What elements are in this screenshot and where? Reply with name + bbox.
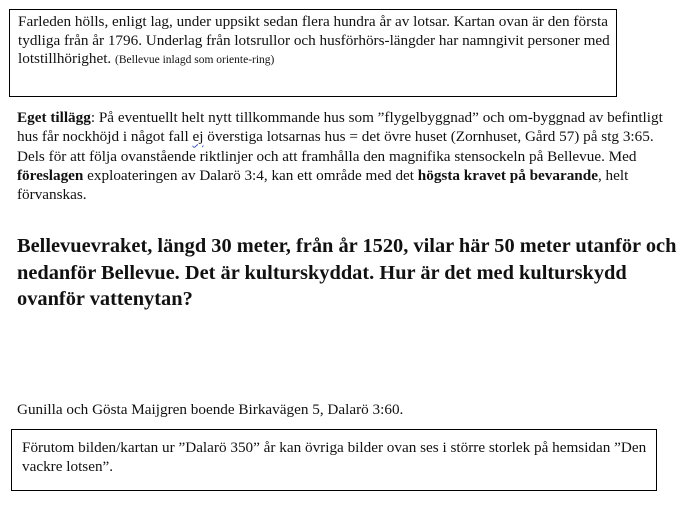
- own-addition-paragraph: [17, 108, 677, 204]
- own-addition-label: Eget tillägg: [17, 109, 91, 126]
- spellcheck-word: ej: [192, 128, 204, 146]
- map-caption-box: [9, 9, 617, 97]
- own-addition-colon: :: [90, 109, 96, 126]
- website-note-box: [11, 429, 657, 491]
- website-note-text: Förutom bilden/kartan ur ”Dalarö 350” år kan övriga bilder ovan ses i större storlek på hemsidan ”Den vackre lotsen”.: [22, 439, 647, 475]
- own-addition-text-2: överstiga lotsarnas hus = det övre huset (Zornhuset, Gård 57) på stg 3:65. Dels för att följa ovanstående riktlinjer och att framhålla den magnifika stensockeln på Bellevue. Med: [17, 128, 654, 165]
- wreck-heading: Bellevuevraket, längd 30 meter, från år 1520, vilar här 50 meter utanför och nedanför Bellevue. Det är kulturskyddat. Hur är det med kulturskydd ovanför vattenytan?: [17, 235, 677, 310]
- own-addition-text-4: , helt förvanskas.: [17, 166, 629, 204]
- map-caption-note: (Bellevue inlagd som oriente-ring): [115, 54, 275, 66]
- own-addition-bold-proposed: föreslagen: [17, 166, 84, 184]
- own-addition-text-3: exploateringen av Dalarö 3:4, kan ett område med det: [83, 166, 418, 184]
- signature-line: Gunilla och Gösta Maijgren boende Birkavägen 5, Dalarö 3:60.: [17, 401, 404, 418]
- map-caption-text: Farleden hölls, enligt lag, under uppsikt sedan flera hundra år av lotsar. Kartan ovan är den första tydliga från år 1796. Underlag från lotsrullor och husförhörs-längder har namngivit personer med lotstillhörighet.: [18, 13, 610, 67]
- own-addition-bold-preservation: högsta kravet på bevarande: [417, 166, 598, 184]
- own-addition-text-1: På eventuellt helt nytt tillkommande hus som ”flygelbyggnad” och om-byggnad av befintligt hus får nockhöjd i något fall: [17, 109, 663, 146]
